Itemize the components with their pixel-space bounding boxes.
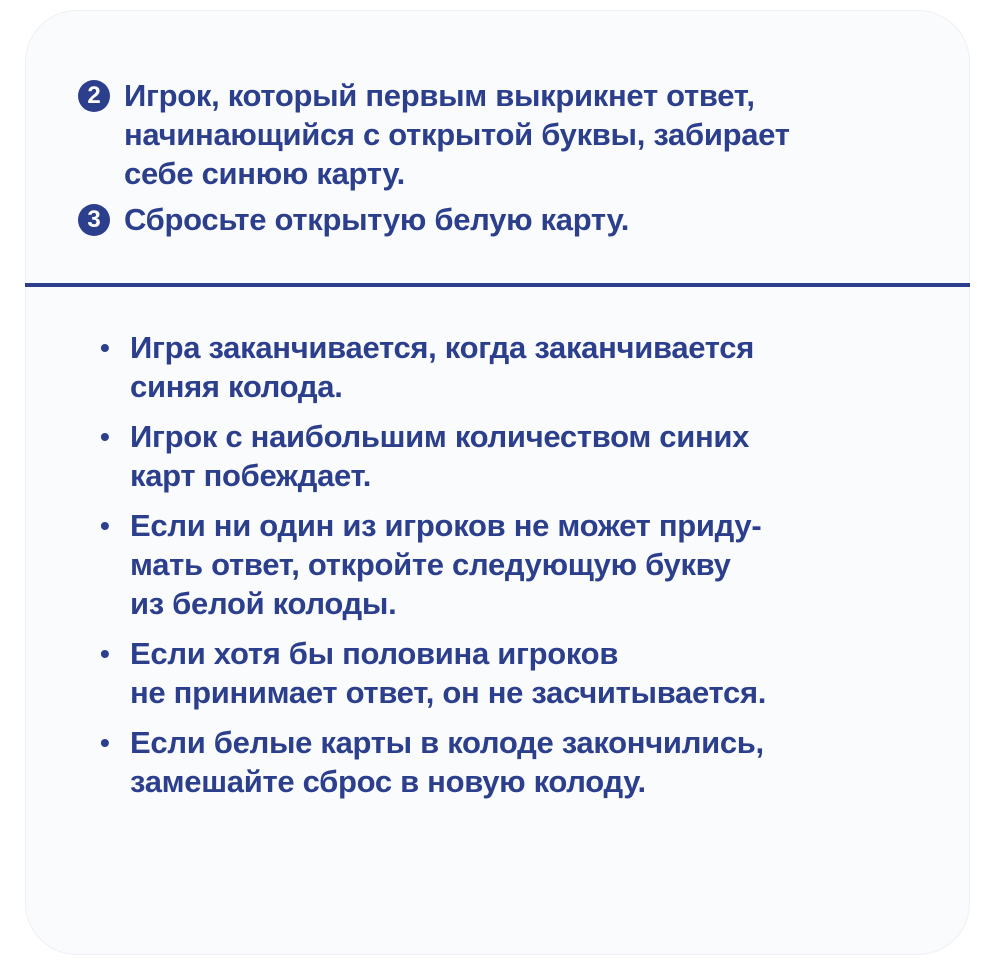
rule-item bbox=[100, 634, 920, 712]
bullet-icon: • bbox=[100, 332, 110, 363]
step-3 bbox=[78, 200, 629, 239]
rule-item bbox=[100, 417, 920, 495]
rule-text: Если ни один из игроков не может приду- мать ответ, откройте следующую букву из белой колоды. bbox=[130, 508, 762, 621]
step-3-text: Сбросьте открытую белую карту. bbox=[124, 202, 630, 237]
bullet-icon: • bbox=[100, 727, 110, 758]
step-number-3-icon: 3 bbox=[78, 204, 110, 236]
step-2-text: Игрок, который первым выкрикнет ответ, начинающийся с открытой буквы, забирает себе синюю карту. bbox=[124, 78, 790, 191]
rule-item bbox=[100, 328, 920, 406]
rule-item bbox=[100, 723, 920, 801]
step-2 bbox=[78, 76, 790, 193]
rules-list bbox=[100, 328, 920, 812]
rule-text: Если хотя бы половина игроков не принимает ответ, он не засчитывается. bbox=[130, 636, 767, 710]
bullet-icon: • bbox=[100, 510, 110, 541]
bullet-icon: • bbox=[100, 638, 110, 669]
step-number-2-icon: 2 bbox=[78, 80, 110, 112]
rule-item bbox=[100, 506, 920, 623]
rule-text: Игрок с наибольшим количеством синих карт побеждает. bbox=[130, 419, 750, 493]
rule-text: Игра заканчивается, когда заканчивается синяя колода. bbox=[130, 330, 755, 404]
section-divider bbox=[25, 283, 970, 287]
rule-text: Если белые карты в колоде закончились, замешайте сброс в новую колоду. bbox=[130, 725, 764, 799]
bullet-icon: • bbox=[100, 421, 110, 452]
